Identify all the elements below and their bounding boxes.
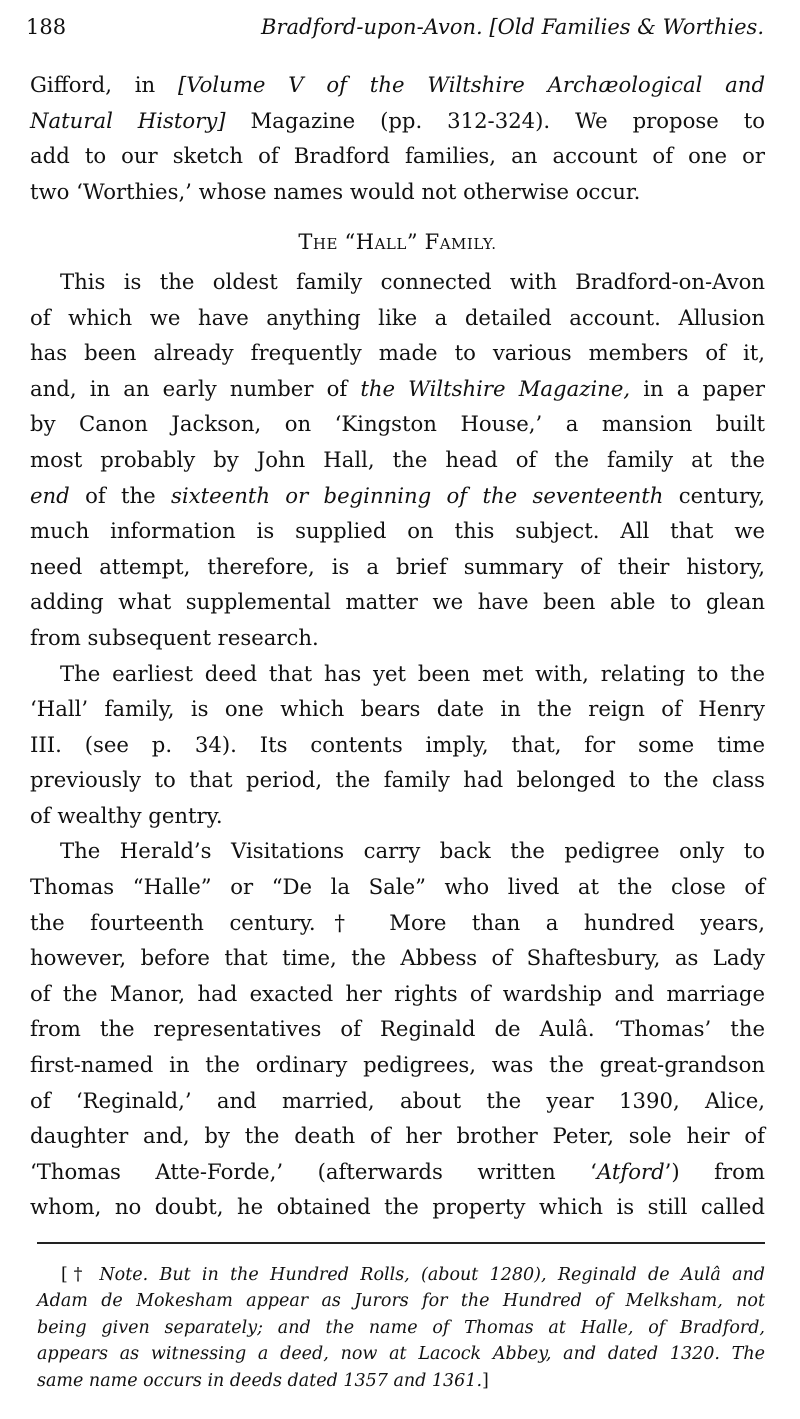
italic-text: sixteenth or beginning of the seventeenth [171, 482, 664, 508]
text-line [30, 833, 765, 869]
text-line [30, 335, 765, 371]
heading-initial-the: T [298, 230, 313, 255]
text: of which we have anything like a detailed account. Allusion [30, 304, 765, 330]
text: and, in an early number of [30, 375, 361, 401]
text: The earliest deed that has yet been met with, relating to the [60, 660, 765, 686]
heading-rest-hall: ALL [374, 235, 407, 254]
text-line [30, 798, 765, 834]
heading-rest-family: AMILY. [439, 235, 497, 254]
section-paragraphs [30, 264, 765, 1225]
running-title: Bradford-upon-Avon. [Old Families & Worthies. [261, 15, 764, 39]
text-line [30, 513, 765, 549]
text: Gifford, in [30, 72, 179, 97]
text-line [30, 1118, 765, 1154]
text-line [30, 1189, 765, 1225]
text-line [30, 138, 765, 174]
text: from subsequent research. [30, 624, 319, 650]
paragraph [30, 264, 765, 656]
footnote-rule [37, 1242, 765, 1244]
text-line [30, 300, 765, 336]
italic-text: being given separately; and the name of Thomas at Halle, of Bradford, [37, 1317, 765, 1338]
text-line [30, 406, 765, 442]
text-line [30, 656, 765, 692]
text: ‘Thomas Atte-Forde,’ (afterwards written ‘ [30, 1158, 597, 1184]
opening-paragraph [30, 67, 765, 209]
text-line [30, 174, 765, 210]
footnote [37, 1262, 765, 1394]
footnote-line [37, 1288, 765, 1314]
text: need attempt, therefore, is a brief summary of their history, [30, 553, 765, 579]
heading-close-quote: ” [406, 230, 419, 255]
text-line [30, 1047, 765, 1083]
text-line [30, 727, 765, 763]
footnote-line [37, 1368, 765, 1394]
text: The Herald’s Visitations carry back the pedigree only to [60, 838, 765, 864]
italic-text: end [30, 482, 70, 508]
text-line [30, 1011, 765, 1047]
italic-text: Natural History] [30, 107, 226, 133]
text-line [30, 1083, 765, 1119]
text: [† [61, 1265, 100, 1285]
text: in a paper [630, 375, 765, 401]
text-line [30, 584, 765, 620]
text: add to our sketch of Bradford families, an account of one or [30, 143, 765, 169]
text: This is the oldest family connected with Bradford-on-Avon [60, 268, 765, 294]
text: Magazine (pp. 312-324). We propose to [225, 107, 765, 133]
text: however, before that time, the Abbess of Shaftesbury, as Lady [30, 945, 765, 971]
heading-rest-the: HE [312, 235, 338, 254]
text: adding what supplemental matter we have been able to glean [30, 589, 765, 615]
paragraph [30, 656, 765, 834]
text-line [30, 67, 765, 103]
text: the fourteenth century.† More than a hundred years, [30, 909, 765, 935]
text-line [30, 1154, 765, 1190]
text: by Canon Jackson, on ‘Kingston House,’ a mansion built [30, 411, 765, 437]
text-line [30, 103, 765, 139]
italic-text: Note. But in the Hundred Rolls, (about 1280), Reginald de Aulâ and [99, 1265, 766, 1285]
text: whom, no doubt, he obtained the property which is still called [30, 1194, 765, 1220]
footnote-line [37, 1262, 765, 1288]
text-line [30, 442, 765, 478]
heading-initial-hall: H [355, 230, 375, 255]
text-line [30, 940, 765, 976]
text: first-named in the ordinary pedigrees, was the great-grandson [30, 1052, 765, 1078]
italic-text: Adam de Mokesham appear as Jurors for the Hundred of Melksham, not [37, 1291, 765, 1312]
text-line [30, 691, 765, 727]
text: of the Manor, had exacted her rights of wardship and marriage [30, 980, 765, 1006]
body-text [30, 67, 765, 1225]
text-line [30, 264, 765, 300]
text-line [30, 905, 765, 941]
text: from the representatives of Reginald de Aulâ. ‘Thomas’ the [30, 1016, 765, 1042]
text: III. (see p. 34). Its contents imply, that, for some time [30, 731, 765, 757]
text: of wealthy gentry. [30, 802, 223, 828]
text-line [30, 976, 765, 1012]
text: two ‘Worthies,’ whose names would not otherwise occur. [30, 178, 641, 204]
italic-text: same name occurs in deeds dated 1357 and 1361. [37, 1370, 483, 1391]
text: century, [663, 482, 765, 508]
italic-text: Atford [596, 1158, 665, 1184]
italic-text: the Wiltshire Magazine, [360, 375, 631, 401]
paragraph [30, 833, 765, 1225]
text: of ‘Reginald,’ and married, about the year 1390, Alice, [30, 1087, 765, 1113]
footnote-line [37, 1341, 765, 1367]
text-line [30, 869, 765, 905]
text: Thomas “Halle” or “De la Sale” who lived at the close of [30, 874, 765, 900]
text-line [30, 762, 765, 798]
text: has been already frequently made to various members of it, [30, 340, 765, 366]
heading-open-quote: “ [344, 230, 356, 255]
text: ’) from [664, 1158, 765, 1184]
text-line [30, 371, 765, 407]
text: previously to that period, the family had belonged to the class [30, 767, 765, 793]
text: daughter and, by the death of her brother Peter, sole heir of [30, 1123, 765, 1149]
text-line [30, 620, 765, 656]
italic-text: [Volume V of the Wiltshire Archæological and [178, 72, 766, 97]
heading-initial-family: F [424, 230, 440, 255]
text: ] [482, 1370, 489, 1391]
text: ‘Hall’ family, is one which bears date in the reign of Henry [30, 696, 765, 722]
running-head [26, 12, 764, 42]
page-number: 188 [26, 15, 67, 39]
italic-text: appears as witnessing a deed, now at Lacock Abbey, and dated 1320. The [37, 1344, 765, 1365]
section-heading [30, 225, 765, 261]
footnote-line [37, 1315, 765, 1341]
text: most probably by John Hall, the head of the family at the [30, 446, 765, 472]
text-line [30, 549, 765, 585]
text: much information is supplied on this subject. All that we [30, 518, 765, 544]
text-line [30, 478, 765, 514]
text: of the [69, 482, 171, 508]
